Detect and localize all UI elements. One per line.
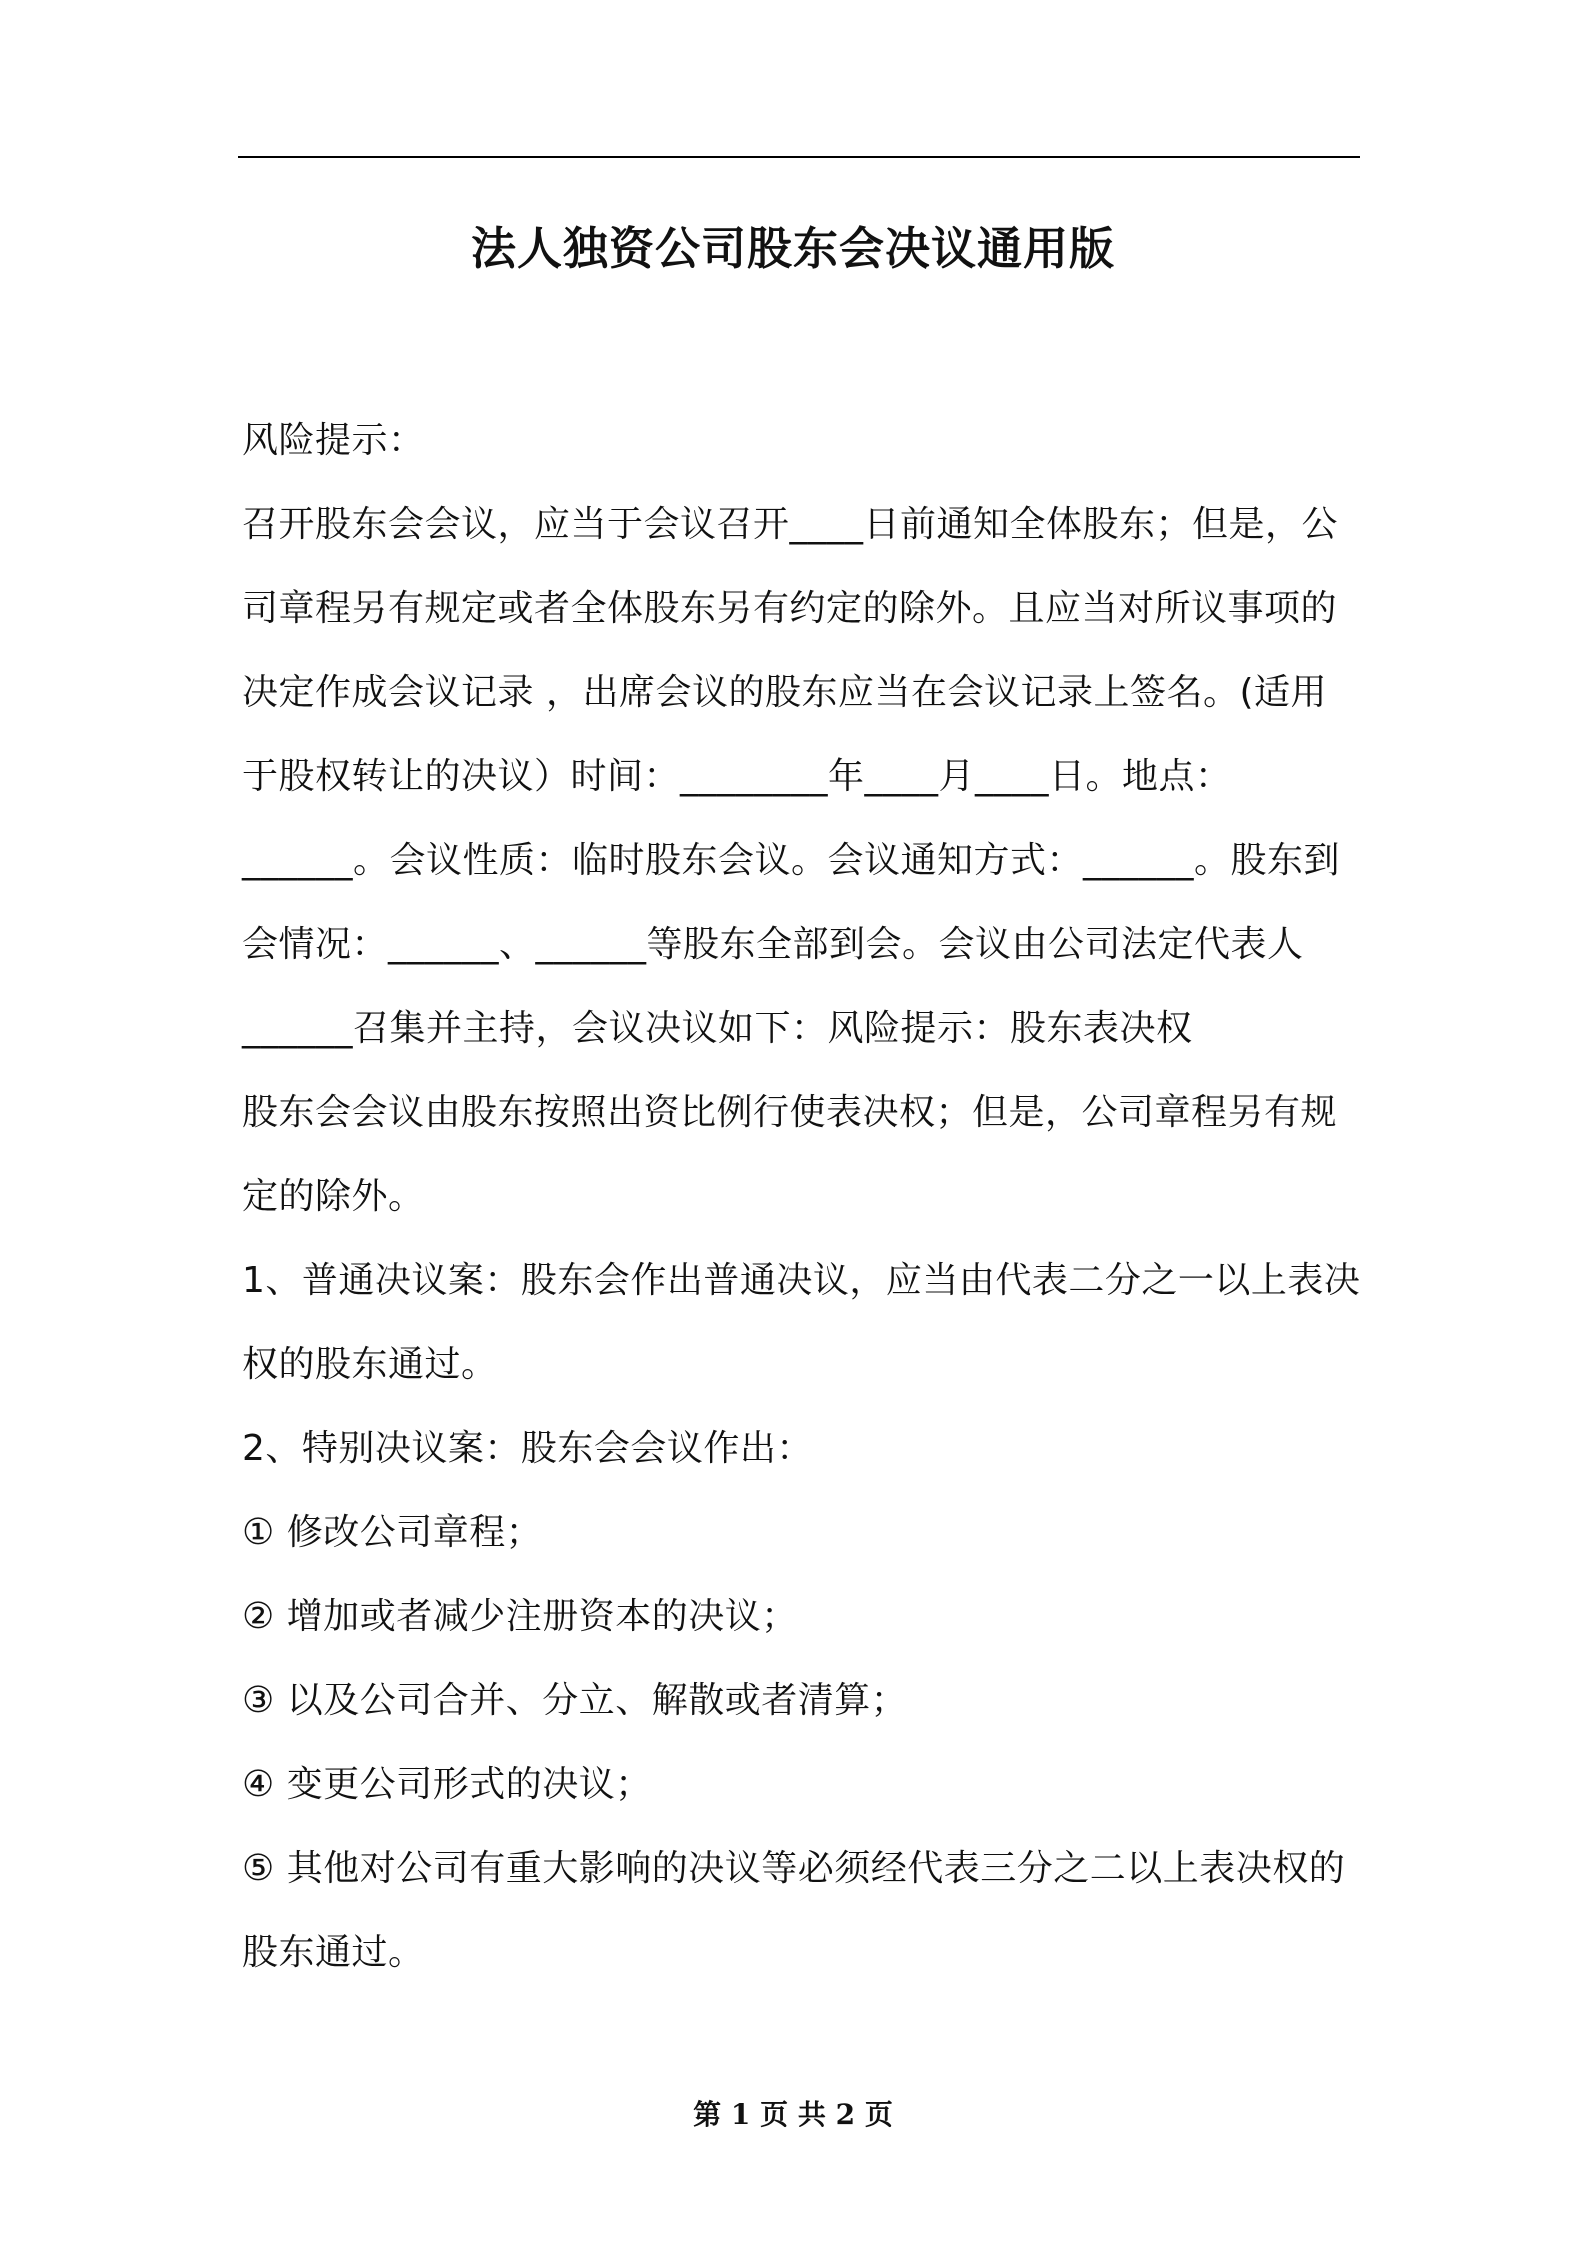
list-item: ⑤ 其他对公司有重大影响的决议等必须经代表三分之二以上表决权的股东通过。 (242, 1848, 1346, 1973)
list-item: ④ 变更公司形式的决议； (242, 1764, 652, 1805)
voting-rights-paragraph: 股东会会议由股东按照出资比例行使表决权；但是，公司章程另有规定的除外。 (242, 1092, 1338, 1217)
document-body (242, 399, 1362, 1995)
page-number: 第 1 页 共 2 页 (693, 2098, 893, 2131)
document-title: 法人独资公司股东会决议通用版 (470, 222, 1115, 275)
list-item: ② 增加或者减少注册资本的决议； (242, 1596, 798, 1637)
header-rule (238, 156, 1360, 158)
meeting-notice-paragraph: 召开股东会会议，应当于会议召开____日前通知全体股东；但是，公司章程另有规定或者全体股东另有约定的除外。且应当对所议事项的决定作成会议记录 ，出席会议的股东应当在会议记录上签名。(适用于股权转让的决议）时间：________年____月____日。地点：______。会议性质：临时股东会议。会议通知方式：______。股东到会情况：______、______等股东全部到会。会议由公司法定代表人______召集并主持，会议决议如下：风险提示：股东表决权 (242, 504, 1341, 1049)
special-resolution-heading: 2、特别决议案：股东会会议作出： (242, 1428, 813, 1469)
list-item: ③ 以及公司合并、分立、解散或者清算； (242, 1680, 908, 1721)
ordinary-resolution-paragraph: 1、普通决议案：股东会作出普通决议，应当由代表二分之一以上表决权的股东通过。 (242, 1260, 1361, 1385)
list-item: ① 修改公司章程； (242, 1512, 543, 1553)
risk-notice-heading: 风险提示： (242, 420, 425, 461)
